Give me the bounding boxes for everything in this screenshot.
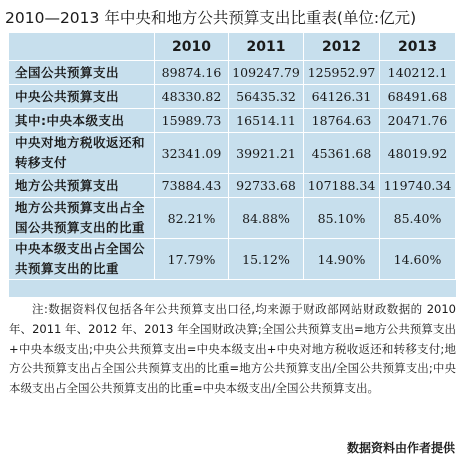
table-cell: 73884.43 bbox=[155, 174, 229, 198]
table-row bbox=[9, 133, 456, 174]
table-cell: 89874.16 bbox=[155, 61, 229, 85]
table-cell: 14.60% bbox=[380, 239, 456, 280]
row-label: 中央对地方税收返还和转移支付 bbox=[9, 133, 155, 174]
row-label: 地方公共预算支出占全国公共预算支出的比重 bbox=[9, 198, 155, 239]
table-cell: 107188.34 bbox=[304, 174, 380, 198]
table-row bbox=[9, 109, 456, 133]
footnote: 注:数据资料仅包括各年公共预算支出口径,均来源于财政部网站财政数据的 2010 年、2011 年、2012 年、2013 年全国财政决算;全国公共预算支出=地方公共预算支出+中央本级支出;中央公共预算支出=中央本级支出+中央对地方税收返还和转移支付;地方公共预算支出占全国公共预算支出的比重=地方公共预算支出/全国公共预算支出;中央本级支出占全国公共预算支出的比重=中央本级支出/全国公共预算支出。 bbox=[9, 302, 456, 396]
row-label: 中央本级支出占全国公共预算支出的比重 bbox=[9, 239, 155, 280]
table-cell: 17.79% bbox=[155, 239, 229, 280]
column-header-2012: 2012 bbox=[304, 33, 380, 61]
column-header-empty bbox=[9, 33, 155, 61]
table-cell: 56435.32 bbox=[229, 85, 304, 109]
table-cell: 125952.97 bbox=[304, 61, 380, 85]
table-cell: 15989.73 bbox=[155, 109, 229, 133]
page-title: 2010—2013 年中央和地方公共预算支出比重表(单位:亿元) bbox=[5, 9, 417, 27]
column-header-2013: 2013 bbox=[380, 33, 456, 61]
table-cell: 119740.34 bbox=[380, 174, 456, 198]
table-cell: 48330.82 bbox=[155, 85, 229, 109]
table-cell: 84.88% bbox=[229, 198, 304, 239]
table-cell: 16514.11 bbox=[229, 109, 304, 133]
source-credit: 数据资料由作者提供 bbox=[346, 441, 455, 455]
table-cell: 48019.92 bbox=[380, 133, 456, 174]
table-cell: 39921.21 bbox=[229, 133, 304, 174]
table-cell: 18764.63 bbox=[304, 109, 380, 133]
table-cell: 140212.1 bbox=[380, 61, 456, 85]
table-cell: 92733.68 bbox=[229, 174, 304, 198]
table-cell: 32341.09 bbox=[155, 133, 229, 174]
table-cell: 20471.76 bbox=[380, 109, 456, 133]
table-cell: 85.40% bbox=[380, 198, 456, 239]
table-cell: 109247.79 bbox=[229, 61, 304, 85]
table-cell: 85.10% bbox=[304, 198, 380, 239]
table-cell: 68491.68 bbox=[380, 85, 456, 109]
table-row bbox=[9, 239, 456, 280]
row-label: 中央公共预算支出 bbox=[9, 85, 155, 109]
table-header-row bbox=[9, 33, 456, 61]
row-label: 全国公共预算支出 bbox=[9, 61, 155, 85]
row-label: 其中:中央本级支出 bbox=[9, 109, 155, 133]
row-label: 地方公共预算支出 bbox=[9, 174, 155, 198]
column-header-2011: 2011 bbox=[229, 33, 304, 61]
table-cell: 15.12% bbox=[229, 239, 304, 280]
data-table-container bbox=[9, 33, 456, 297]
table-cell: 64126.31 bbox=[304, 85, 380, 109]
table-row bbox=[9, 198, 456, 239]
table-row bbox=[9, 174, 456, 198]
table-cell: 45361.68 bbox=[304, 133, 380, 174]
data-table bbox=[9, 33, 456, 280]
table-cell: 14.90% bbox=[304, 239, 380, 280]
table-cell: 82.21% bbox=[155, 198, 229, 239]
table-row bbox=[9, 85, 456, 109]
column-header-2010: 2010 bbox=[155, 33, 229, 61]
table-row bbox=[9, 61, 456, 85]
